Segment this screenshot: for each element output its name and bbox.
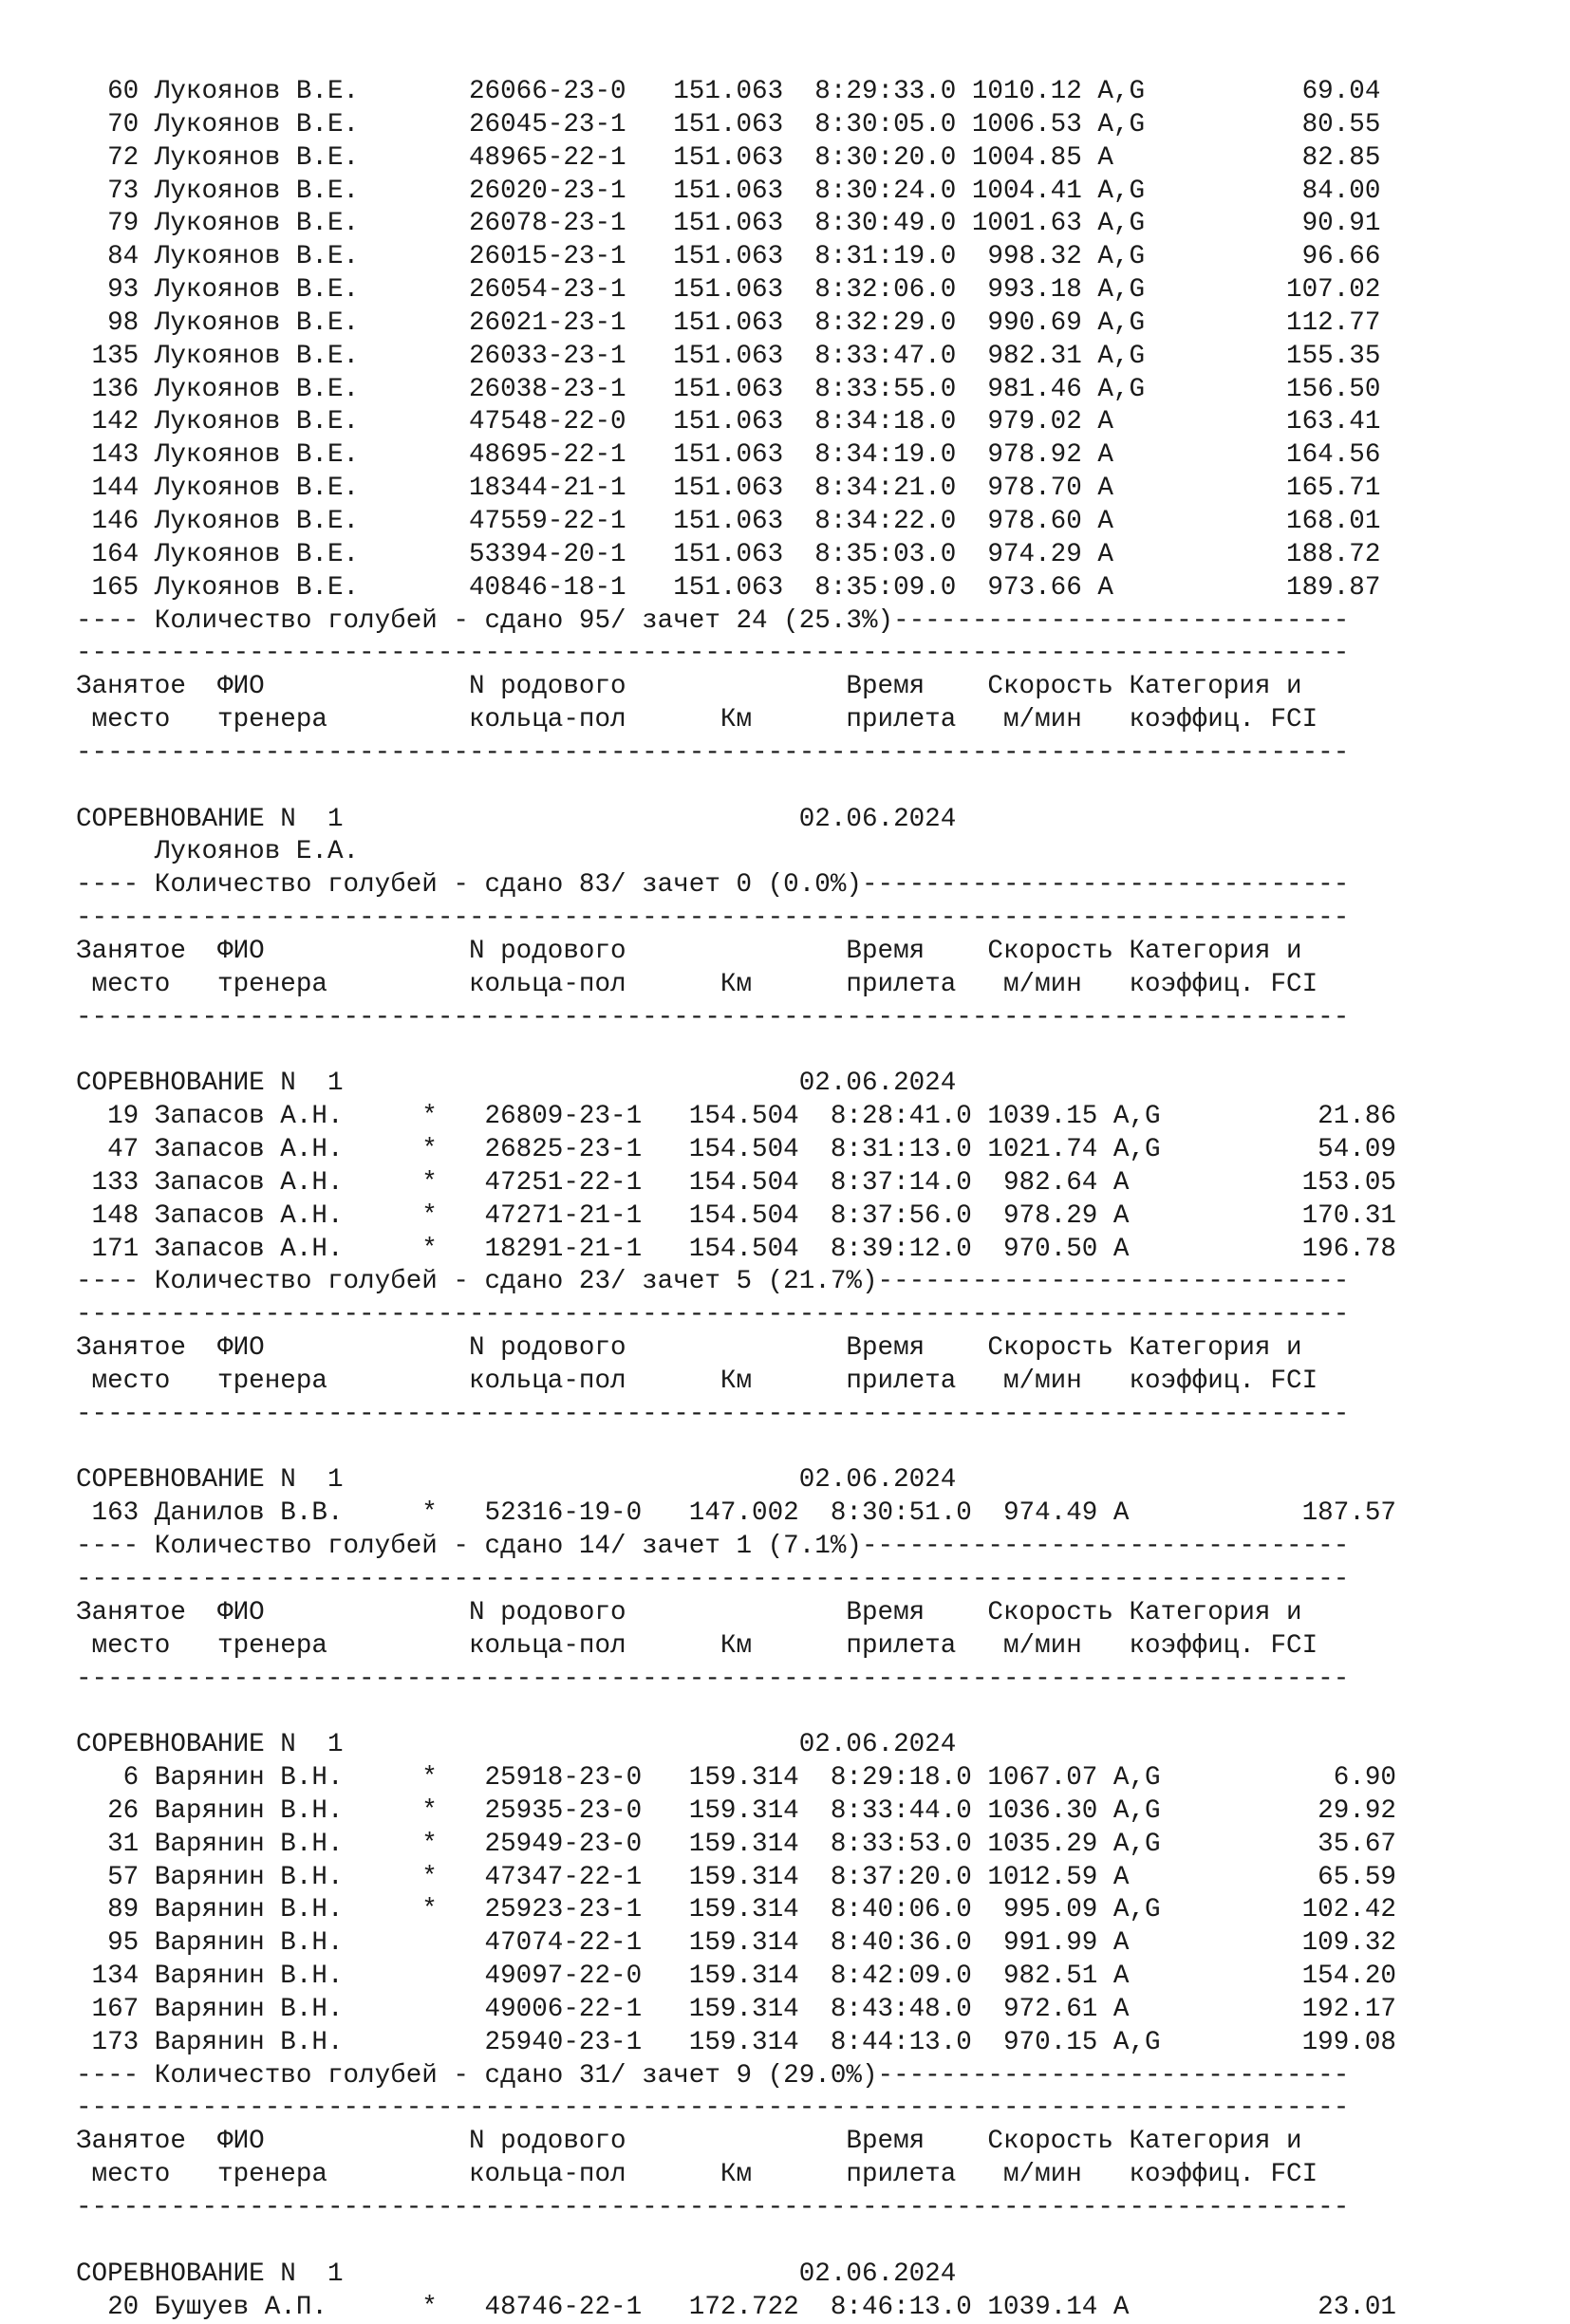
result-row: 164 Лукоянов В.Е. 53394-20-1 151.063 8:35:03.0 974.29 A 188.72 [76,539,1381,569]
result-row: 73 Лукоянов В.Е. 26020-23-1 151.063 8:30:24.0 1004.41 A,G 84.00 [76,176,1381,206]
summary-line: ---- Количество голубей - сдано 31/ зачет 9 (29.0%)------------------------------ [76,2060,1350,2091]
result-row: 146 Лукоянов В.Е. 47559-22-1 151.063 8:34:22.0 978.60 A 168.01 [76,506,1381,536]
blank-line [76,1432,1570,1465]
result-row: 57 Варянин В.Н. * 47347-22-1 159.314 8:37:20.0 1012.59 A 65.59 [76,1862,1396,1892]
result-row: 136 Лукоянов В.Е. 26038-23-1 151.063 8:33:55.0 981.46 A,G 156.50 [76,374,1381,404]
separator-line: --------------------------------------------------------------------------------- [76,737,1350,768]
result-row: 171 Запасов А.Н. * 18291-21-1 154.504 8:39:12.0 970.50 A 196.78 [76,1234,1396,1264]
fancier-line: Лукоянов Е.А. [76,837,360,867]
result-row: 134 Варянин В.Н. 49097-22-0 159.314 8:42:09.0 982.51 A 154.20 [76,1961,1396,1992]
separator-line: --------------------------------------------------------------------------------- [76,2093,1350,2124]
result-row: 148 Запасов А.Н. * 47271-21-1 154.504 8:37:56.0 978.29 A 170.31 [76,1200,1396,1231]
header-line: место тренера кольца-пол Км прилета м/мин коэффиц. FCI [76,705,1318,735]
blank-line [76,1034,1570,1068]
separator-line: --------------------------------------------------------------------------------- [76,903,1350,934]
summary-line: ---- Количество голубей - сдано 23/ зачет 5 (21.7%)------------------------------ [76,1267,1350,1297]
result-row: 89 Варянин В.Н. * 25923-23-1 159.314 8:40:06.0 995.09 A,G 102.42 [76,1895,1396,1925]
result-row: 163 Данилов В.В. * 52316-19-0 147.002 8:30:51.0 974.49 A 187.57 [76,1498,1396,1529]
competition-line: СОРЕВНОВАНИЕ N 1 02.06.2024 [76,804,957,834]
separator-line: --------------------------------------------------------------------------------- [76,1002,1350,1032]
result-row: 19 Запасов А.Н. * 26809-23-1 154.504 8:28:41.0 1039.15 A,G 21.86 [76,1102,1396,1132]
header-line: место тренера кольца-пол Км прилета м/мин коэффиц. FCI [76,969,1318,999]
result-row: 135 Лукоянов В.Е. 26033-23-1 151.063 8:33:47.0 982.31 A,G 155.35 [76,341,1381,371]
separator-line: --------------------------------------------------------------------------------- [76,1300,1350,1330]
result-row: 143 Лукоянов В.Е. 48695-22-1 151.063 8:34:19.0 978.92 A 164.56 [76,440,1381,471]
result-row: 47 Запасов А.Н. * 26825-23-1 154.504 8:31:13.0 1021.74 A,G 54.09 [76,1135,1396,1164]
result-row: 84 Лукоянов В.Е. 26015-23-1 151.063 8:31:19.0 998.32 A,G 96.66 [76,242,1381,272]
blank-line [76,2225,1570,2259]
result-row: 31 Варянин В.Н. * 25949-23-0 159.314 8:33:53.0 1035.29 A,G 35.67 [76,1829,1396,1859]
result-row: 173 Варянин В.Н. 25940-23-1 159.314 8:44:13.0 970.15 A,G 199.08 [76,2027,1396,2057]
result-row: 167 Варянин В.Н. 49006-22-1 159.314 8:43:48.0 972.61 A 192.17 [76,1994,1396,2024]
header-line: место тренера кольца-пол Км прилета м/мин коэффиц. FCI [76,1366,1318,1396]
result-row: 93 Лукоянов В.Е. 26054-23-1 151.063 8:32:06.0 993.18 A,G 107.02 [76,275,1381,306]
separator-line: --------------------------------------------------------------------------------- [76,639,1350,669]
header-line: место тренера кольца-пол Км прилета м/мин коэффиц. FCI [76,1630,1318,1661]
results-report [76,76,1570,2324]
result-row: 60 Лукоянов В.Е. 26066-23-0 151.063 8:29:33.0 1010.12 A,G 69.04 [76,77,1381,106]
result-row: 20 Бушуев А.П. * 48746-22-1 172.722 8:46:13.0 1039.14 A 23.01 [76,2292,1396,2322]
result-row: 98 Лукоянов В.Е. 26021-23-1 151.063 8:32:29.0 990.69 A,G 112.77 [76,307,1381,338]
blank-line [76,771,1570,804]
result-row: 144 Лукоянов В.Е. 18344-21-1 151.063 8:34:21.0 978.70 A 165.71 [76,474,1381,504]
header-line: Занятое ФИО N родового Время Скорость Категория и [76,2127,1302,2157]
header-line: Занятое ФИО N родового Время Скорость Категория и [76,672,1302,702]
competition-line: СОРЕВНОВАНИЕ N 1 02.06.2024 [76,1465,957,1496]
result-row: 142 Лукоянов В.Е. 47548-22-0 151.063 8:34:18.0 979.02 A 163.41 [76,407,1381,437]
result-row: 165 Лукоянов В.Е. 40846-18-1 151.063 8:35:09.0 973.66 A 189.87 [76,572,1381,603]
result-row: 133 Запасов А.Н. * 47251-22-1 154.504 8:37:14.0 982.64 A 153.05 [76,1167,1396,1198]
summary-line: ---- Количество голубей - сдано 83/ зачет 0 (0.0%)------------------------------- [76,870,1350,901]
result-row: 26 Варянин В.Н. * 25935-23-0 159.314 8:33:44.0 1036.30 A,G 29.92 [76,1795,1396,1826]
competition-line: СОРЕВНОВАНИЕ N 1 02.06.2024 [76,1069,957,1099]
result-row: 6 Варянин В.Н. * 25918-23-0 159.314 8:29:18.0 1067.07 A,G 6.90 [76,1763,1396,1794]
result-row: 70 Лукоянов В.Е. 26045-23-1 151.063 8:30:05.0 1006.53 A,G 80.55 [76,109,1381,139]
separator-line: --------------------------------------------------------------------------------- [76,1399,1350,1429]
result-row: 95 Варянин В.Н. 47074-22-1 159.314 8:40:36.0 991.99 A 109.32 [76,1928,1396,1959]
result-row: 79 Лукоянов В.Е. 26078-23-1 151.063 8:30:49.0 1001.63 A,G 90.91 [76,209,1381,239]
header-line: Занятое ФИО N родового Время Скорость Категория и [76,936,1302,966]
header-line: место тренера кольца-пол Км прилета м/мин коэффиц. FCI [76,2160,1318,2190]
blank-line [76,1696,1570,1729]
result-row: 72 Лукоянов В.Е. 48965-22-1 151.063 8:30:20.0 1004.85 A 82.85 [76,142,1381,173]
summary-line: ---- Количество голубей - сдано 14/ зачет 1 (7.1%)------------------------------- [76,1532,1350,1562]
summary-line: ---- Количество голубей - сдано 95/ зачет 24 (25.3%)----------------------------- [76,605,1350,636]
separator-line: --------------------------------------------------------------------------------- [76,1664,1350,1694]
header-line: Занятое ФИО N родового Время Скорость Категория и [76,1597,1302,1627]
competition-line: СОРЕВНОВАНИЕ N 1 02.06.2024 [76,1730,957,1760]
header-line: Занятое ФИО N родового Время Скорость Категория и [76,1333,1302,1364]
competition-line: СОРЕВНОВАНИЕ N 1 02.06.2024 [76,2259,957,2289]
separator-line: --------------------------------------------------------------------------------- [76,1564,1350,1594]
separator-line: --------------------------------------------------------------------------------- [76,2193,1350,2222]
